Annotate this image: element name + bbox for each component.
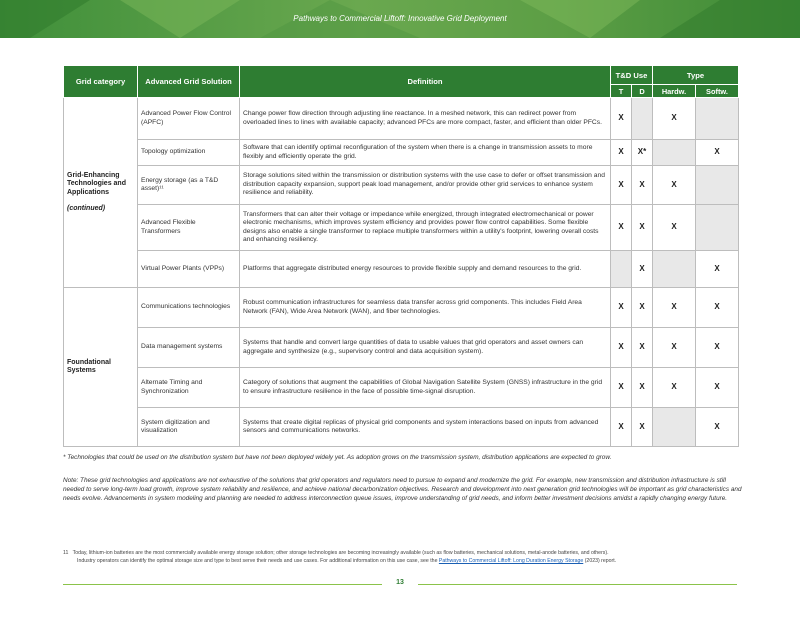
table-row [64, 328, 739, 368]
mark-t: X [611, 288, 632, 328]
footnote-11 [63, 549, 753, 565]
mark-hardw [653, 251, 696, 288]
solution-definition: Platforms that aggregate distributed energy resources to provide flexible supply and demand resources to the grid. [240, 251, 611, 288]
mark-t: X [611, 368, 632, 408]
mark-t: X [611, 328, 632, 368]
mark-d: X [632, 288, 653, 328]
solution-name: Alternate Timing and Synchronization [138, 368, 240, 408]
category-cell [64, 98, 138, 288]
mark-d: X [632, 408, 653, 447]
mark-d: X [632, 368, 653, 408]
header-type: Type [653, 66, 739, 85]
category-continued: (continued) [67, 204, 106, 212]
mark-d: X [632, 251, 653, 288]
header-banner [0, 0, 800, 38]
mark-d: X [632, 205, 653, 251]
mark-softw [696, 98, 739, 140]
mark-softw: X [696, 251, 739, 288]
table-row [64, 140, 739, 166]
mark-softw: X [696, 368, 739, 408]
mark-d [632, 98, 653, 140]
header-d: D [632, 85, 653, 98]
mark-d: X [632, 328, 653, 368]
solution-definition: Systems that handle and convert large quantities of data to usable values that grid operators and asset owners can aggregate and synthesize (e.g., supervisory control and data acquisition system). [240, 328, 611, 368]
solution-name: Communications technologies [138, 288, 240, 328]
page-rule-left [63, 584, 382, 585]
solution-name: Topology optimization [138, 140, 240, 166]
mark-softw: X [696, 328, 739, 368]
header-td-use: T&D Use [611, 66, 653, 85]
mark-hardw: X [653, 288, 696, 328]
mark-hardw: X [653, 98, 696, 140]
page-number: 13 [396, 579, 404, 586]
solution-definition: Transformers that can alter their voltage or impedance while energized, through integrated electromechanical or power electronic mechanisms, which improves system efficiency and provides power flow control capabilities. Some flexible designs also enable a single transformer to replace multiple transformers within a utility's footprint, lowering overall costs and enhancing resiliency. [240, 205, 611, 251]
solution-definition: Systems that create digital replicas of physical grid components and system interactions based on inputs from advanced sensors and communications networks. [240, 408, 611, 447]
mark-t [611, 251, 632, 288]
header-definition: Definition [240, 66, 611, 98]
document-title: Pathways to Commercial Liftoff: Innovative Grid Deployment [293, 14, 507, 23]
category-label: Grid-Enhancing Technologies and Applications [67, 171, 126, 196]
mark-hardw: X [653, 166, 696, 205]
category-cell [64, 288, 138, 447]
solution-name: Data management systems [138, 328, 240, 368]
mark-softw: X [696, 140, 739, 166]
solution-definition: Robust communication infrastructures for seamless data transfer across grid components. This includes Field Area Network (FAN), Wide Area Network (WAN), and fiber technologies. [240, 288, 611, 328]
mark-t: X [611, 140, 632, 166]
footnote-line1: Today, lithium-ion batteries are the most commercially available energy storage solution; other storage technologies are becoming increasingly available (such as flow batteries, mechanical solutions, metal-anode batteries, and others). [72, 550, 609, 556]
header-grid-category: Grid category [64, 66, 138, 98]
mark-t: X [611, 98, 632, 140]
mark-softw: X [696, 288, 739, 328]
solution-name: Energy storage (as a T&D asset)¹¹ [138, 166, 240, 205]
mark-t: X [611, 166, 632, 205]
mark-hardw: X [653, 328, 696, 368]
footnote-number: 11 [63, 550, 69, 556]
ldes-report-link[interactable]: Pathways to Commercial Liftoff: Long Duration Energy Storage [438, 558, 584, 564]
mark-softw: X [696, 408, 739, 447]
table-row [64, 98, 739, 140]
page-rule-right [418, 584, 737, 585]
table-row [64, 288, 739, 328]
solution-definition: Category of solutions that augment the capabilities of Global Navigation Satellite System (GNSS) infrastructure in the grid to ensure infrastructure resilience in the face of possible time-signal disruption. [240, 368, 611, 408]
note-paragraph: Note: These grid technologies and applications are not exhaustive of the solutions that grid operators and regulators need to pursue to expand and modernize the grid. For example, new transmission and distribution infrastructure is still needed to serve long-term load growth, improve system reliability and resilience, and achieve national decarbonization objectives. Research and development into next generation grid technologies will be important as grid characteristics and needs evolve. Advancements in system modeling and planning are needed to address interconnection queue issues, improve understanding of grid needs, and inform better investment decisions amidst a rapidly changing energy future. [63, 477, 742, 502]
table-row [64, 408, 739, 447]
mark-softw [696, 166, 739, 205]
header-solution: Advanced Grid Solution [138, 66, 240, 98]
mark-hardw: X [653, 205, 696, 251]
solution-name: Virtual Power Plants (VPPs) [138, 251, 240, 288]
mark-d: X [632, 166, 653, 205]
mark-softw [696, 205, 739, 251]
footnote-line2-pre: Industry operators can identify the optimal storage size and type to best serve their needs and use cases. For additional information on this use case, see the [77, 558, 439, 564]
table-row [64, 368, 739, 408]
solution-definition: Storage solutions sited within the transmission or distribution systems with the use case to defer or offset transmission and distribution capacity expansion, support peak load management, and/or provide other grid services to enhance system resilience and reliability. [240, 166, 611, 205]
header-softw: Softw. [696, 85, 739, 98]
table-row [64, 205, 739, 251]
solution-definition: Software that can identify optimal reconfiguration of the system when there is a change in transmission assets to more flexibly and efficiently operate the grid. [240, 140, 611, 166]
mark-t: X [611, 205, 632, 251]
solution-name: System digitization and visualization [138, 408, 240, 447]
solution-name: Advanced Flexible Transformers [138, 205, 240, 251]
solution-definition: Change power flow direction through adjusting line reactance. In a meshed network, this can redirect power from overloaded lines to lines with available capacity; advanced PFCs are more compact, faster, and efficient than older PFCs. [240, 98, 611, 140]
mark-hardw: X [653, 368, 696, 408]
mark-d: X* [632, 140, 653, 166]
solution-name: Advanced Power Flow Control (APFC) [138, 98, 240, 140]
header-hardw: Hardw. [653, 85, 696, 98]
mark-hardw [653, 140, 696, 166]
table-row [64, 251, 739, 288]
mark-hardw [653, 408, 696, 447]
footnote-star: * Technologies that could be used on the distribution system but have not been deployed widely yet. As adoption grows on the transmission system, distribution applications are expected to grow. [63, 454, 612, 461]
table-row [64, 166, 739, 205]
grid-solutions-table [63, 65, 739, 447]
mark-t: X [611, 408, 632, 447]
category-label: Foundational Systems [67, 358, 111, 374]
header-t: T [611, 85, 632, 98]
footnote-line2-post: (2023) report. [583, 558, 617, 564]
